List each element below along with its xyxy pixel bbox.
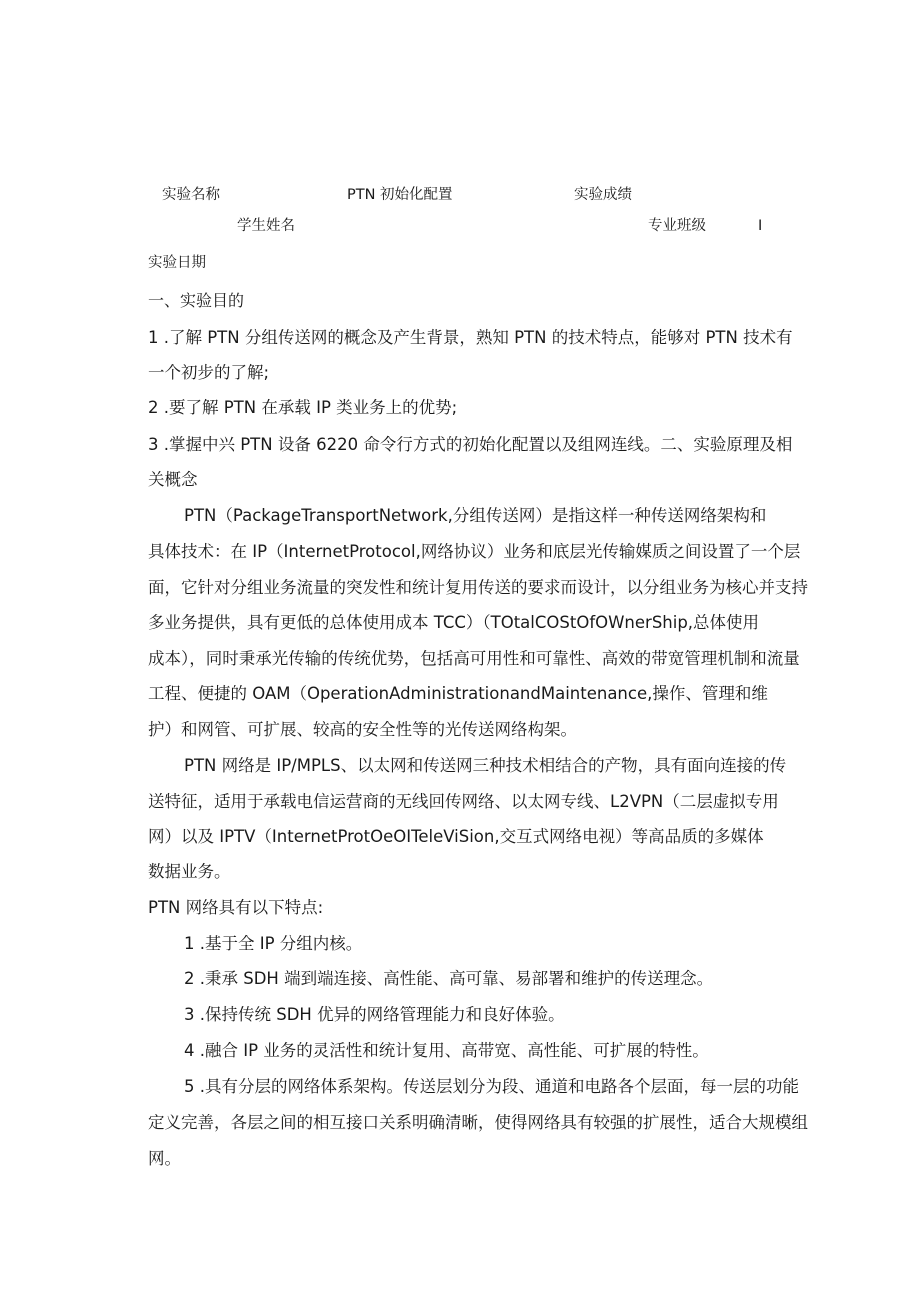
features-intro: PTN 网络具有以下特点: — [148, 898, 324, 917]
feature-item: 3 .保持传统 SDH 优异的网络管理能力和良好体验。 — [184, 1005, 565, 1024]
date-label: 实验日期 — [148, 255, 206, 271]
feature-item: 5 .具有分层的网络体系架构。传送层划分为段、通道和电路各个层面，每一层的功能 — [184, 1077, 799, 1096]
feature-item: 4 .融合 IP 业务的灵活性和统计复用、高带宽、高性能、可扩展的特性。 — [184, 1041, 709, 1060]
list-item-continuation: 一个初步的了解; — [148, 363, 270, 382]
list-item: 2 .要了解 PTN 在承载 IP 类业务上的优势; — [148, 398, 458, 417]
paragraph-line: 网）以及 IPTV（InternetProtOeOITeleViSion,交互式网络电视）等高品质的多媒体 — [148, 827, 764, 846]
paragraph-line: 具体技术：在 IP（InternetProtocol,网络协议）业务和底层光传输媒质之间设置了一个层 — [148, 542, 801, 561]
experiment-name-label: 实验名称 — [162, 187, 220, 203]
major-class-label: 专业班级 — [648, 218, 706, 234]
major-class-value: I — [758, 218, 763, 234]
paragraph-line: PTN 网络是 IP/MPLS、以太网和传送网三种技术相结合的产物，具有面向连接的传 — [184, 756, 787, 775]
paragraph-line: 护）和网管、可扩展、较高的安全性等的光传送网络构架。 — [148, 720, 577, 739]
feature-item-continuation: 定义完善，各层之间的相互接口关系明确清晰，使得网络具有较强的扩展性，适合大规模组 — [148, 1113, 808, 1132]
list-item: 1 .了解 PTN 分组传送网的概念及产生背景，熟知 PTN 的技术特点，能够对 PTN 技术有 — [148, 328, 793, 347]
feature-item: 1 .基于全 IP 分组内核。 — [184, 934, 363, 953]
student-name-label: 学生姓名 — [237, 218, 295, 234]
paragraph-line: 面，它针对分组业务流量的突发性和统计复用传送的要求而设计，以分组业务为核心并支持 — [148, 578, 808, 597]
paragraph-line: 数据业务。 — [148, 862, 231, 881]
list-item: 3 .掌握中兴 PTN 设备 6220 命令行方式的初始化配置以及组网连线。二、实验原理及相 — [148, 435, 793, 454]
experiment-name-value: PTN 初始化配置 — [347, 187, 453, 203]
paragraph-line: 送特征，适用于承载电信运营商的无线回传网络、以太网专线、L2VPN（二层虚拟专用 — [148, 792, 779, 811]
score-label: 实验成绩 — [574, 187, 632, 203]
feature-item-continuation: 网。 — [148, 1149, 181, 1168]
list-item-continuation: 关概念 — [148, 470, 198, 489]
section-heading-purpose: 一、实验目的 — [148, 291, 245, 310]
paragraph-line: PTN（PackageTransportNetwork,分组传送网）是指这样一种传送网络架构和 — [184, 506, 767, 525]
feature-item: 2 .秉承 SDH 端到端连接、高性能、高可靠、易部署和维护的传送理念。 — [184, 969, 714, 988]
paragraph-line: 工程、便捷的 OAM（OperationAdministrationandMaintenance,操作、管理和维 — [148, 684, 768, 703]
paragraph-line: 成本），同时秉承光传输的传统优势，包括高可用性和可靠性、高效的带宽管理机制和流量 — [148, 649, 800, 668]
paragraph-line: 多业务提供，具有更低的总体使用成本 TCC）（TOtalCOStOfOWnerShip,总体使用 — [148, 613, 760, 632]
